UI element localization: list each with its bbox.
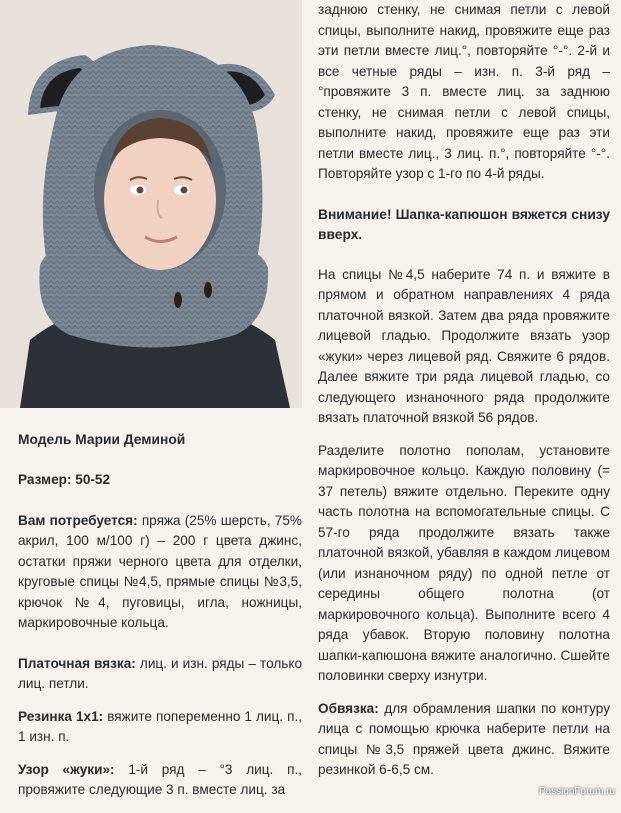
- materials-label: Вам потребуется:: [18, 512, 138, 528]
- watermark: PassionForum.ru: [538, 786, 615, 797]
- trim-label: Обвязка:: [318, 700, 379, 716]
- child-face: [104, 118, 216, 270]
- rib-label: Резинка 1х1:: [18, 708, 104, 724]
- left-column: [18, 430, 302, 813]
- size-line: [18, 470, 302, 491]
- pattern-continued: заднюю стенку, не снимая петли с левой спицы, выполните накид, провяжите еще раз эти петли вместе лиц.°, повторяйте °-°. 2-й и все четные ряды – изн. п. 3-й ряд – °провяжите 3 п. вместе лиц. за заднюю стенку, не снимая петли с левой спицы, выполните накид, провяжите еще раз эти петли вместе лиц., 3 лиц. п.°, повторяйте °-°. Повторяйте узор с 1-го по 4-й ряды.: [318, 2, 610, 181]
- rib-text: вяжите попеременно 1 лиц. п., 1 изн. п.: [18, 708, 302, 744]
- size-value: 50-52: [75, 472, 111, 487]
- right-column: [318, 0, 610, 793]
- toggle-button-1: [174, 292, 182, 308]
- trim-text: для обрамления шапки по контуру лица с помощью крючка наберите петли на спицы №3,5 пряжей цвета джинс. Вяжите резинкой 6-6,5 см.: [318, 700, 611, 777]
- child-hood-illustration: [0, 0, 302, 408]
- garter-text: лиц. и изн. ряды – только лиц. петли.: [18, 655, 303, 691]
- model-credit: Модель Марии Деминой: [18, 432, 186, 447]
- size-label: Размер:: [18, 472, 72, 487]
- garter-label: Платочная вязка:: [18, 655, 136, 671]
- materials-paragraph: [18, 511, 302, 634]
- materials-text: пряжа (25% шерсть, 75% акрил, 100 м/100 г) – 200 г цвета джинс, остатки пряжи черного цвета для отделки, круговые спицы №4,5, прямые спицы №3,5, крючок №4, пуговицы, игла, ножницы, маркировочные кольца.: [18, 512, 302, 630]
- toggle-button-2: [204, 282, 212, 298]
- split-paragraph: Разделите полотно пополам, установите маркировочное кольцо. Каждую половину (= 37 петель) вяжите отдельно. Переките одну часть полотна на вспомогательные спицы. С 57-го ряда продолжите вязать также платочной вязкой, убавляя в каждом лицевом (или изнаночном ряду) по одной петле от середины общего полотна (от маркировочного кольца). Выполните всего 4 ряда убавок. Вторую половину полотна шапки-капюшона вяжите аналогично. Сшейте половинки сверху изнутри.: [318, 442, 610, 683]
- hood-photo: [0, 0, 302, 408]
- trim-paragraph: [318, 699, 610, 781]
- beetle-label: Узор «жуки»:: [18, 761, 115, 777]
- garter-paragraph: [18, 654, 302, 695]
- attention-note: Внимание! Шапка-капюшон вяжется снизу вверх.: [318, 206, 610, 242]
- rib-paragraph: [18, 707, 302, 748]
- beetle-paragraph: [18, 760, 302, 801]
- cast-on-paragraph: На спицы №4,5 наберите 74 п. и вяжите в прямом и обратном направлениях 4 ряда платочной вязкой. Затем два ряда провяжите лицевой гладью. Продолжите вязать узор «жуки» через лицевой ряд. Свяжите 6 рядов. Далее вяжите три ряда лицевой гладью, со следующего изнаночного ряда продолжите вязать платочной вязкой 56 рядов.: [318, 266, 610, 425]
- beetle-text: 1-й ряд – °3 лиц. п., провяжите следующие 3 п. вместе лиц. за: [18, 761, 302, 797]
